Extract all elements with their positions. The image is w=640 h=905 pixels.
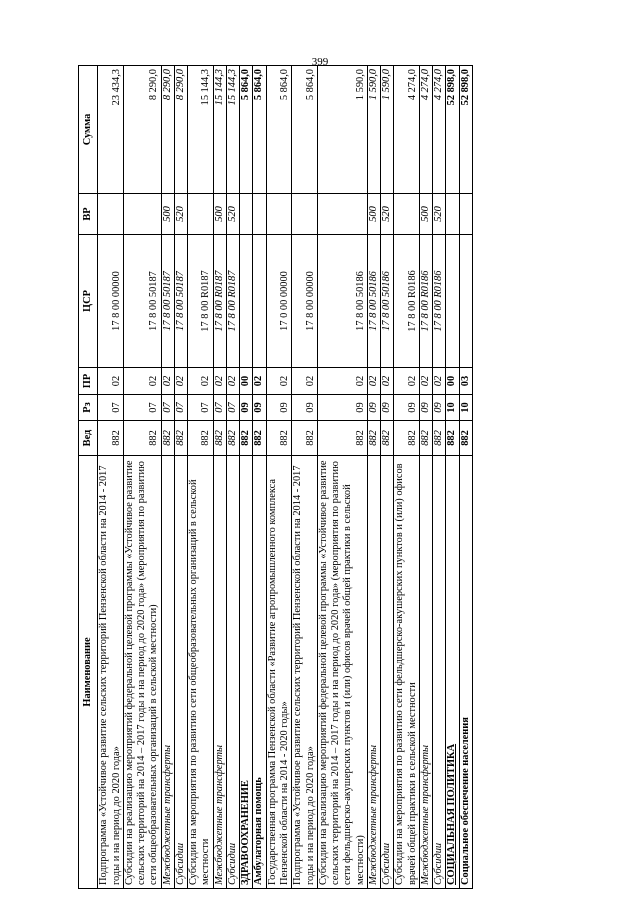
cell-vr bbox=[240, 194, 253, 235]
rotated-table-area bbox=[78, 66, 640, 889]
cell-rz: 09 bbox=[266, 395, 292, 421]
cell-pr: 02 bbox=[226, 368, 239, 395]
cell-sum: 15 144,3 bbox=[188, 66, 214, 194]
cell-pr: 02 bbox=[188, 368, 214, 395]
cell-rz: 07 bbox=[213, 395, 226, 421]
cell-ved: 882 bbox=[226, 421, 239, 456]
cell-csr: 17 8 00 50187 bbox=[161, 235, 174, 368]
cell-sum: 52 898,0 bbox=[446, 66, 459, 194]
table-row bbox=[188, 66, 214, 889]
cell-csr: 17 8 00 R0187 bbox=[213, 235, 226, 368]
cell-sum: 15 144,3 bbox=[213, 66, 226, 194]
table-header-row bbox=[79, 66, 98, 889]
cell-sum: 1 590,0 bbox=[367, 66, 380, 194]
cell-csr bbox=[253, 235, 266, 368]
cell-name: Межбюджетные трансферты bbox=[213, 456, 226, 889]
table-row bbox=[292, 66, 318, 889]
cell-vr: 500 bbox=[161, 194, 174, 235]
cell-csr: 17 0 00 00000 bbox=[266, 235, 292, 368]
cell-csr bbox=[459, 235, 472, 368]
cell-ved: 882 bbox=[240, 421, 253, 456]
cell-rz: 09 bbox=[419, 395, 432, 421]
page-number: 399 bbox=[311, 56, 329, 68]
cell-csr: 17 8 00 R0187 bbox=[226, 235, 239, 368]
cell-csr: 17 8 00 R0187 bbox=[188, 235, 214, 368]
cell-rz: 09 bbox=[433, 395, 446, 421]
cell-name: Социальное обеспечение населения bbox=[459, 456, 472, 889]
cell-name: Субсидии на мероприятия по развитию сети фельдшерско-акушерских пунктов и (или) офисов врачей общей практики в сельской местности bbox=[394, 456, 420, 889]
cell-ved: 882 bbox=[123, 421, 161, 456]
table-row bbox=[419, 66, 432, 889]
cell-name: Субсидии на реализацию мероприятий федеральной целевой программы «Устойчивое развитие сельских территорий на 2014 – 2017 годы и на период до 2020 года» (мероприятия по развитию сети общеобразовательных организаций в сельской местности) bbox=[123, 456, 161, 889]
cell-ved: 882 bbox=[433, 421, 446, 456]
cell-ved: 882 bbox=[419, 421, 432, 456]
cell-pr: 02 bbox=[292, 368, 318, 395]
cell-vr bbox=[188, 194, 214, 235]
cell-pr: 02 bbox=[419, 368, 432, 395]
cell-name: Субсидии bbox=[174, 456, 187, 889]
cell-sum: 1 590,0 bbox=[381, 66, 394, 194]
table-row bbox=[98, 66, 124, 889]
rotated-table-frame bbox=[78, 66, 640, 889]
cell-pr: 02 bbox=[381, 368, 394, 395]
cell-vr bbox=[266, 194, 292, 235]
cell-name: Подпрограмма «Устойчивое развитие сельских территорий Пензенской области на 2014 - 2017 годы и на период до 2020 года» bbox=[98, 456, 124, 889]
cell-vr: 500 bbox=[213, 194, 226, 235]
cell-vr: 520 bbox=[226, 194, 239, 235]
cell-csr bbox=[446, 235, 459, 368]
cell-sum: 8 290,0 bbox=[123, 66, 161, 194]
cell-name: Субсидии bbox=[381, 456, 394, 889]
cell-csr: 17 8 00 R0186 bbox=[433, 235, 446, 368]
cell-rz: 09 bbox=[292, 395, 318, 421]
cell-sum: 15 144,3 bbox=[226, 66, 239, 194]
cell-rz: 09 bbox=[394, 395, 420, 421]
cell-name: Подпрограмма «Устойчивое развитие сельских территорий Пензенской области на 2014 - 2017 годы и на период до 2020 года» bbox=[292, 456, 318, 889]
cell-sum: 8 290,0 bbox=[174, 66, 187, 194]
header-csr: ЦСР bbox=[79, 235, 98, 368]
cell-pr: 02 bbox=[433, 368, 446, 395]
cell-ved: 882 bbox=[317, 421, 367, 456]
header-sum: Сумма bbox=[79, 66, 98, 194]
cell-pr: 02 bbox=[367, 368, 380, 395]
cell-ved: 882 bbox=[266, 421, 292, 456]
cell-vr: 520 bbox=[433, 194, 446, 235]
cell-rz: 09 bbox=[240, 395, 253, 421]
cell-name: Межбюджетные трансферты bbox=[419, 456, 432, 889]
table-row bbox=[317, 66, 367, 889]
cell-ved: 882 bbox=[188, 421, 214, 456]
cell-rz: 10 bbox=[446, 395, 459, 421]
cell-sum: 23 434,3 bbox=[98, 66, 124, 194]
table-row bbox=[381, 66, 394, 889]
cell-vr bbox=[292, 194, 318, 235]
cell-ved: 882 bbox=[174, 421, 187, 456]
table-row bbox=[226, 66, 239, 889]
cell-rz: 07 bbox=[226, 395, 239, 421]
cell-rz: 09 bbox=[381, 395, 394, 421]
table-row bbox=[446, 66, 459, 889]
cell-ved: 882 bbox=[292, 421, 318, 456]
header-name: Наименование bbox=[79, 456, 98, 889]
header-vr: ВР bbox=[79, 194, 98, 235]
cell-rz: 07 bbox=[98, 395, 124, 421]
cell-csr: 17 8 00 50186 bbox=[317, 235, 367, 368]
cell-pr: 00 bbox=[446, 368, 459, 395]
cell-rz: 09 bbox=[367, 395, 380, 421]
cell-rz: 07 bbox=[188, 395, 214, 421]
cell-pr: 02 bbox=[98, 368, 124, 395]
cell-pr: 02 bbox=[317, 368, 367, 395]
cell-ved: 882 bbox=[446, 421, 459, 456]
table-row bbox=[174, 66, 187, 889]
cell-pr: 02 bbox=[123, 368, 161, 395]
cell-pr: 02 bbox=[174, 368, 187, 395]
cell-csr: 17 8 00 R0186 bbox=[419, 235, 432, 368]
cell-name: Межбюджетные трансферты bbox=[161, 456, 174, 889]
cell-ved: 882 bbox=[161, 421, 174, 456]
cell-pr: 02 bbox=[266, 368, 292, 395]
cell-csr bbox=[240, 235, 253, 368]
cell-vr bbox=[98, 194, 124, 235]
cell-rz: 07 bbox=[123, 395, 161, 421]
cell-vr: 500 bbox=[367, 194, 380, 235]
cell-ved: 882 bbox=[213, 421, 226, 456]
cell-name: СОЦИАЛЬНАЯ ПОЛИТИКА bbox=[446, 456, 459, 889]
cell-csr: 17 8 00 50186 bbox=[367, 235, 380, 368]
cell-ved: 882 bbox=[253, 421, 266, 456]
cell-vr bbox=[446, 194, 459, 235]
cell-sum: 8 290,0 bbox=[161, 66, 174, 194]
table-row bbox=[161, 66, 174, 889]
cell-rz: 07 bbox=[174, 395, 187, 421]
cell-name: ЗДРАВООХРАНЕНИЕ bbox=[240, 456, 253, 889]
budget-table bbox=[78, 65, 473, 889]
cell-sum: 5 864,0 bbox=[266, 66, 292, 194]
cell-vr: 520 bbox=[174, 194, 187, 235]
cell-name: Амбулаторная помощь bbox=[253, 456, 266, 889]
table-row bbox=[266, 66, 292, 889]
header-ved: Вед bbox=[79, 421, 98, 456]
cell-name: Межбюджетные трансферты bbox=[367, 456, 380, 889]
cell-csr: 17 8 00 50186 bbox=[381, 235, 394, 368]
cell-csr: 17 8 00 00000 bbox=[98, 235, 124, 368]
cell-vr bbox=[459, 194, 472, 235]
cell-sum: 5 864,0 bbox=[292, 66, 318, 194]
cell-pr: 02 bbox=[253, 368, 266, 395]
cell-ved: 882 bbox=[381, 421, 394, 456]
cell-ved: 882 bbox=[459, 421, 472, 456]
table-row bbox=[433, 66, 446, 889]
header-pr: ПР bbox=[79, 368, 98, 395]
cell-sum: 4 274,0 bbox=[419, 66, 432, 194]
cell-csr: 17 8 00 R0186 bbox=[394, 235, 420, 368]
cell-csr: 17 8 00 50187 bbox=[123, 235, 161, 368]
cell-sum: 4 274,0 bbox=[394, 66, 420, 194]
cell-name: Субсидии на мероприятия по развитию сети общеобразовательных организаций в сельской местности bbox=[188, 456, 214, 889]
cell-vr: 500 bbox=[419, 194, 432, 235]
cell-sum: 5 864,0 bbox=[240, 66, 253, 194]
cell-name: Субсидии на реализацию мероприятий федеральной целевой программы «Устойчивое развитие сельских территорий на 2014 – 2017 годы и на период до 2020 года» (мероприятия по развитию сети фельдшерско-акушерских пунктов и (или) офисов врачей общей практики в сельской местности) bbox=[317, 456, 367, 889]
header-rz: Рз bbox=[79, 395, 98, 421]
cell-ved: 882 bbox=[394, 421, 420, 456]
cell-name: Государственная программа Пензенской области «Развитие агропромышленного комплекса Пензенской области на 2014 - 2020 годы» bbox=[266, 456, 292, 889]
cell-rz: 07 bbox=[161, 395, 174, 421]
table-row bbox=[240, 66, 253, 889]
table-row bbox=[123, 66, 161, 889]
table-row bbox=[367, 66, 380, 889]
cell-vr bbox=[253, 194, 266, 235]
cell-pr: 02 bbox=[161, 368, 174, 395]
cell-sum: 5 864,0 bbox=[253, 66, 266, 194]
cell-vr: 520 bbox=[381, 194, 394, 235]
table-row bbox=[394, 66, 420, 889]
cell-csr: 17 8 00 50187 bbox=[174, 235, 187, 368]
cell-sum: 4 274,0 bbox=[433, 66, 446, 194]
cell-sum: 1 590,0 bbox=[317, 66, 367, 194]
cell-rz: 09 bbox=[317, 395, 367, 421]
cell-pr: 02 bbox=[394, 368, 420, 395]
cell-vr bbox=[317, 194, 367, 235]
cell-name: Субсидии bbox=[226, 456, 239, 889]
cell-vr bbox=[394, 194, 420, 235]
table-row bbox=[253, 66, 266, 889]
cell-sum: 52 898,0 bbox=[459, 66, 472, 194]
cell-pr: 02 bbox=[213, 368, 226, 395]
cell-vr bbox=[123, 194, 161, 235]
cell-csr: 17 8 00 00000 bbox=[292, 235, 318, 368]
cell-pr: 00 bbox=[240, 368, 253, 395]
cell-ved: 882 bbox=[367, 421, 380, 456]
table-row bbox=[213, 66, 226, 889]
cell-rz: 09 bbox=[253, 395, 266, 421]
cell-pr: 03 bbox=[459, 368, 472, 395]
table-row bbox=[459, 66, 472, 889]
cell-rz: 10 bbox=[459, 395, 472, 421]
cell-ved: 882 bbox=[98, 421, 124, 456]
cell-name: Субсидии bbox=[433, 456, 446, 889]
